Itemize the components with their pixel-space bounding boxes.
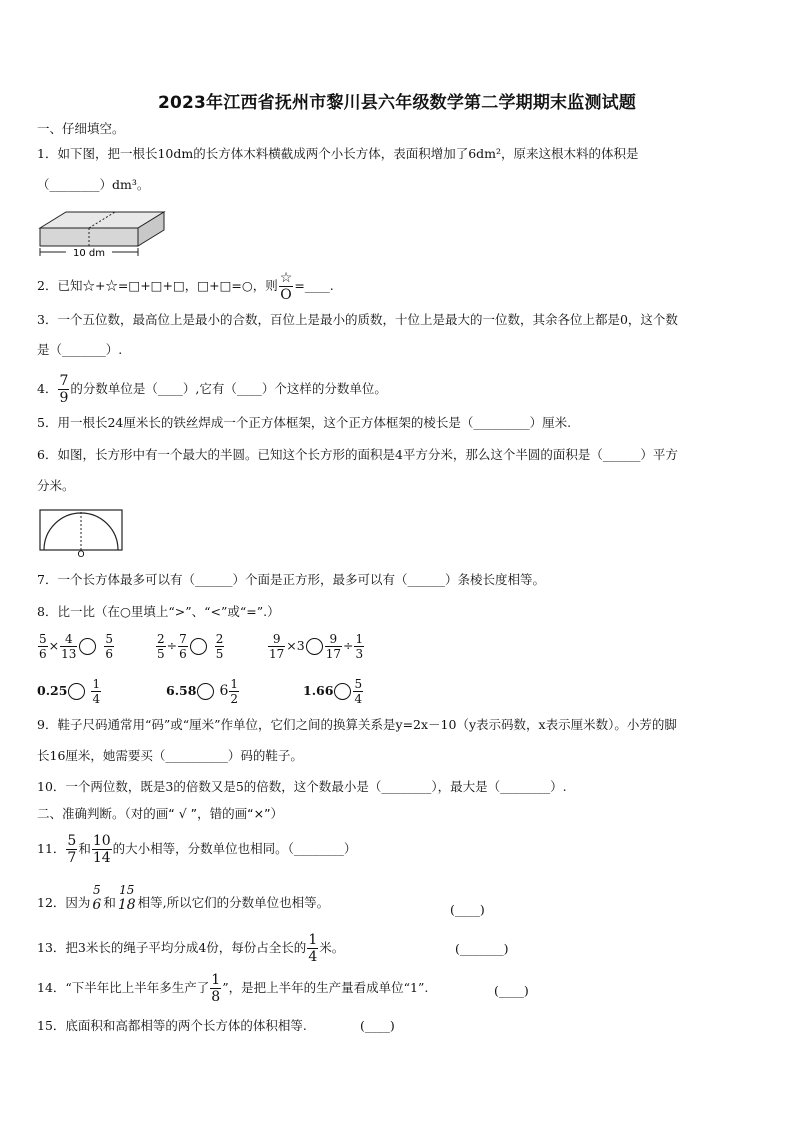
question-5[interactable]: 5．用一根长24厘米长的铁丝焊成一个正方体框架，这个正方体框架的棱长是（_________）厘米. xyxy=(37,415,572,430)
question-15-blank[interactable]: (____) xyxy=(360,1018,395,1033)
wooden-bar-length-label: 10 dm xyxy=(73,248,105,258)
question-9-line1: 9．鞋子尺码通常用“码”或“厘米”作单位，它们之间的换算关系是y=2x－10（y表示码数，x表示厘米数）。小芳的脚 xyxy=(37,717,677,732)
compare-item-6: 1.66 $\frac{5}{4}$ xyxy=(303,677,363,706)
compare-item-1: $\frac{5}{6}$ × $\frac{4}{13}$ $\frac{5}{6}$ xyxy=(39,632,114,661)
question-11-blank[interactable]: 的大小相等，分数单位也相同。（________） xyxy=(112,841,357,856)
question-2-text: 2．已知☆+☆=□+□+□，□+□=○，则 xyxy=(37,278,278,293)
question-6-line2: 分米。 xyxy=(37,478,75,493)
question-1-unit: dm³。 xyxy=(112,177,150,192)
question-12-blank[interactable]: (____) xyxy=(450,902,485,917)
question-12: 12．因为 5 6 和 15 18 相等,所以它们的分数单位也相等。 xyxy=(37,883,330,913)
compare-item-3: $\frac{9}{17}$ ×3 $\frac{9}{17}$ ÷ $\frac{1}{3}$ xyxy=(269,632,364,661)
compare-circle-6[interactable] xyxy=(334,683,351,700)
wooden-bar-figure xyxy=(36,208,168,258)
question-1-blank[interactable]: （________） xyxy=(37,177,113,192)
question-8-header: 8．比一比（在○里填上“>”、“<”或“=”.） xyxy=(37,604,280,619)
question-2 xyxy=(37,271,334,302)
question-3-line2[interactable]: 是（_______）. xyxy=(37,342,123,357)
question-14-blank[interactable]: (____) xyxy=(494,983,529,998)
question-1-line2 xyxy=(37,176,149,194)
compare-circle-5[interactable] xyxy=(197,683,214,700)
question-4-blanks[interactable]: 的分数单位是（____）,它有（____）个这样的分数单位。 xyxy=(70,381,387,396)
question-13-blank[interactable]: (_______) xyxy=(455,941,509,956)
rectangle-semicircle-figure xyxy=(38,508,126,558)
question-3-line1: 3．一个五位数，最高位上是最小的合数，百位上是最小的质数，十位上是最大的一位数，其余各位上都是0，这个数 xyxy=(37,312,678,327)
compare-item-5: 6.58 6 $\frac{1}{2}$ xyxy=(166,677,239,706)
question-4: 4． $\frac{7}{9}$ 的分数单位是（____）,它有（____）个这样的分数单位。 xyxy=(37,373,387,406)
question-15: 15．底面积和高都相等的两个长方体的体积相等. xyxy=(37,1018,307,1033)
compare-item-2: $\frac{2}{5}$ ÷ $\frac{7}{6}$ $\frac{2}{5}$ xyxy=(157,632,224,661)
question-11: 11． $\frac{5}{7}$ 和 $\frac{10}{14}$ 的大小相等，分数单位也相同。（________） xyxy=(37,833,357,866)
question-14: 14．“下半年比上半年多生产了 $\frac{1}{8}$ ”，是把上半年的生产量看成单位“1”. xyxy=(37,972,429,1005)
fraction-7-9: $\frac{7}{9}$ xyxy=(59,373,69,406)
section-judge-heading: 二、准确判断。（对的画“ √ ”，错的画“×”） xyxy=(37,806,284,821)
question-2-blank[interactable]: =____. xyxy=(294,278,334,293)
question-10[interactable]: 10．一个两位数，既是3的倍数又是5的倍数，这个数最小是（________），最大是（________）. xyxy=(37,779,567,794)
question-13: 13．把3米长的绳子平均分成4份，每份占全长的 $\frac{1}{4}$ 米。 xyxy=(37,932,345,965)
semicircle-center-label: O xyxy=(77,550,85,558)
compare-circle-2[interactable] xyxy=(190,638,207,655)
compare-circle-1[interactable] xyxy=(79,638,96,655)
compare-item-4: 0.25 $\frac{1}{4}$ xyxy=(37,677,101,706)
compare-circle-4[interactable] xyxy=(68,683,85,700)
compare-circle-3[interactable] xyxy=(306,638,323,655)
question-1-line1: 1．如下图，把一根长10dm的长方体木料横截成两个小长方体，表面积增加了6dm²，原来这根木料的体积是 xyxy=(37,146,639,161)
question-6-line1[interactable]: 6．如图，长方形中有一个最大的半圆。已知这个长方形的面积是4平方分米，那么这个半圆的面积是（______）平方 xyxy=(37,447,678,462)
section-fill-blank-heading: 一、仔细填空。 xyxy=(37,121,125,136)
exam-title: 2023年江西省抚州市黎川县六年级数学第二学期期末监测试题 xyxy=(157,93,637,113)
question-7[interactable]: 7．一个长方体最多可以有（______）个面是正方形，最多可以有（______）条棱长度相等。 xyxy=(37,572,545,587)
star-over-circle-fraction: $\frac{☆}{O}$ xyxy=(279,270,293,303)
question-9-line2[interactable]: 长16厘米，她需要买（__________）码的鞋子。 xyxy=(37,748,303,763)
